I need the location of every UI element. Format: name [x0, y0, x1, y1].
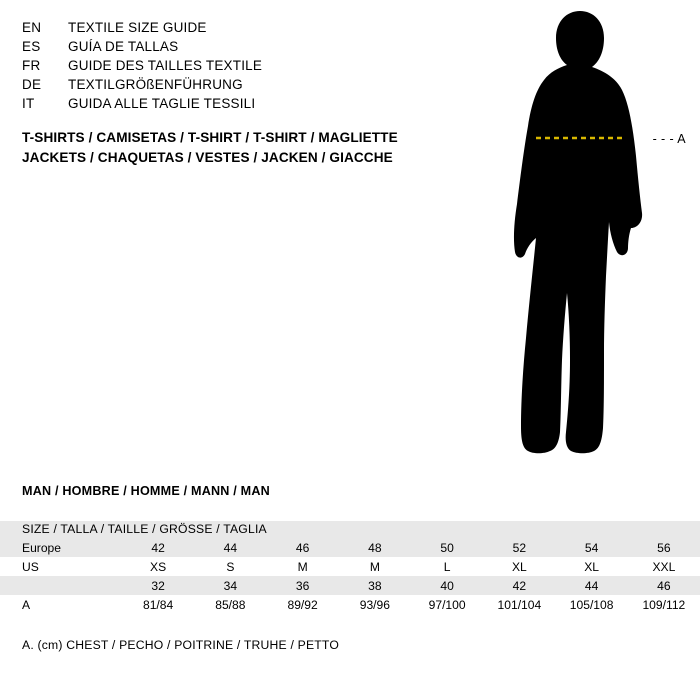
language-code-fr: FR — [22, 58, 41, 73]
measure-label-a — [653, 132, 686, 146]
cell-usnum-2: 34 — [194, 576, 266, 595]
language-row — [22, 18, 442, 37]
cell-a-1: 81/84 — [122, 595, 194, 614]
cell-usnum-1: 32 — [122, 576, 194, 595]
table-row — [0, 595, 700, 614]
language-code-en: EN — [22, 20, 42, 35]
cell-a-3: 89/92 — [267, 595, 339, 614]
table-row — [0, 557, 700, 576]
language-row — [22, 75, 442, 94]
language-row — [22, 94, 442, 113]
size-subtitle-bar — [0, 521, 700, 538]
garment-line-tshirts: T-SHIRTS / CAMISETAS / T-SHIRT / T-SHIRT / MAGLIETTE — [22, 130, 398, 145]
footnote-chest: A. (cm) CHEST / PECHO / POITRINE / TRUHE / PETTO — [22, 638, 340, 652]
cell-a-6: 101/104 — [483, 595, 555, 614]
cell-a-7: 105/108 — [556, 595, 628, 614]
cell-usnum-6: 42 — [483, 576, 555, 595]
cell-a-5: 97/100 — [411, 595, 483, 614]
cell-us-7: XL — [556, 557, 628, 576]
cell-europe-5: 50 — [411, 538, 483, 557]
measure-letter: A — [677, 132, 686, 146]
size-table — [0, 538, 700, 614]
garment-line-jackets: JACKETS / CHAQUETAS / VESTES / JACKEN / GIACCHE — [22, 150, 393, 165]
man-section-title: MAN / HOMBRE / HOMME / MANN / MAN — [22, 484, 270, 498]
cell-usnum-8: 46 — [628, 576, 700, 595]
language-row — [22, 56, 442, 75]
table-row — [0, 576, 700, 595]
cell-us-1: XS — [122, 557, 194, 576]
language-header — [22, 18, 442, 113]
cell-europe-3: 46 — [267, 538, 339, 557]
garment-categories — [22, 128, 462, 168]
cell-a-8: 109/112 — [628, 595, 700, 614]
cell-europe-8: 56 — [628, 538, 700, 557]
cell-us-2: S — [194, 557, 266, 576]
cell-a-4: 93/96 — [339, 595, 411, 614]
language-text-it: GUIDA ALLE TAGLIE TESSILI — [68, 96, 256, 111]
cell-us-3: M — [267, 557, 339, 576]
cell-usnum-3: 36 — [267, 576, 339, 595]
cell-europe-1: 42 — [122, 538, 194, 557]
cell-us-5: L — [411, 557, 483, 576]
row-label-a: A — [0, 595, 122, 614]
language-code-de: DE — [22, 77, 42, 92]
cell-us-8: XXL — [628, 557, 700, 576]
cell-usnum-4: 38 — [339, 576, 411, 595]
figure-illustration — [470, 8, 690, 468]
row-label-us-numeric — [0, 576, 122, 595]
language-text-es: GUÍA DE TALLAS — [68, 39, 179, 54]
man-silhouette-icon — [470, 8, 690, 468]
cell-europe-7: 54 — [556, 538, 628, 557]
cell-europe-4: 48 — [339, 538, 411, 557]
cell-usnum-7: 44 — [556, 576, 628, 595]
language-text-de: TEXTILGRÖßENFÜHRUNG — [68, 77, 243, 92]
cell-us-4: M — [339, 557, 411, 576]
row-label-europe: Europe — [0, 538, 122, 557]
measure-dash: - - - — [652, 132, 675, 146]
language-code-es: ES — [22, 39, 41, 54]
row-label-us: US — [0, 557, 122, 576]
language-text-en: TEXTILE SIZE GUIDE — [68, 20, 207, 35]
language-code-it: IT — [22, 96, 35, 111]
cell-europe-6: 52 — [483, 538, 555, 557]
cell-us-6: XL — [483, 557, 555, 576]
size-subtitle-text: SIZE / TALLA / TAILLE / GRÖSSE / TAGLIA — [22, 522, 267, 536]
language-text-fr: GUIDE DES TAILLES TEXTILE — [68, 58, 263, 73]
cell-a-2: 85/88 — [194, 595, 266, 614]
language-row — [22, 37, 442, 56]
cell-europe-2: 44 — [194, 538, 266, 557]
table-row — [0, 538, 700, 557]
cell-usnum-5: 40 — [411, 576, 483, 595]
